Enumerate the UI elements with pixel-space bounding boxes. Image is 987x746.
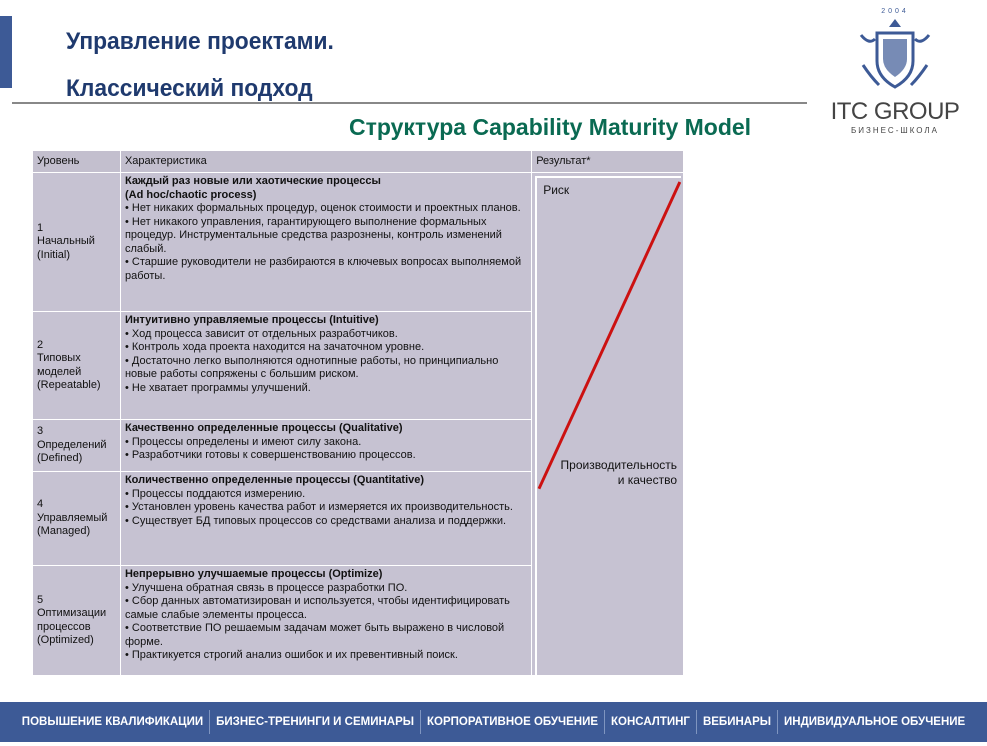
page-title-line2: Классический подход <box>66 75 313 102</box>
logo <box>820 8 970 135</box>
accent-bar <box>0 16 12 88</box>
characteristic-cell: Непрерывно улучшаемые процессы (Optimize) • Улучшена обратная связь в процессе разработки ПО. • Сбор данных автоматизирован и используется, чтобы идентифицировать самые слабые элементы процесса. • Соответствие ПО решаемым задачам может быть выражено в числовой форме. • Практикуется строгий анализ ошибок и их превентивный поиск. <box>120 566 531 676</box>
logo-subtitle: БИЗНЕС-ШКОЛА <box>850 126 939 135</box>
divider <box>12 102 807 104</box>
level-cell: 1 Начальный (Initial) <box>33 173 121 312</box>
level-cell: 4 Управляемый (Managed) <box>33 472 121 566</box>
characteristic-cell: Количественно определенные процессы (Quantitative) • Процессы поддаются измерению. • Установлен уровень качества работ и измеряется их производительность. • Существует БД типовых процессов со средствами анализа и поддержки. <box>120 472 531 566</box>
level-cell: 2 Типовых моделей (Repeatable) <box>33 312 121 420</box>
cmm-table <box>32 150 684 676</box>
footer-link-individual[interactable]: ИНДИВИДУАЛЬНОЕ ОБУЧЕНИЕ <box>784 716 966 728</box>
footer-link-webinars[interactable]: ВЕБИНАРЫ <box>702 716 771 728</box>
footer-nav <box>0 702 987 742</box>
page-title: Управление проектами. <box>66 28 334 55</box>
characteristic-cell: Каждый раз новые или хаотические процессы (Ad hoc/chaotic process) • Нет никаких формальных процедур, оценок стоимости и проектных планов. • Нет никакого управления, гарантирующего выполнение формальных процедур. Инструментальные средства разрознены, контроль изменений слабый. • Старшие руководители не разбираются в ключевых вопросах выполняемой работы. <box>120 173 531 312</box>
footer-link-corporate[interactable]: КОРПОРАТИВНОЕ ОБУЧЕНИЕ <box>427 716 599 728</box>
level-cell: 5 Оптимизации процессов (Optimized) <box>33 566 121 676</box>
table-header <box>33 151 684 173</box>
header-level: Уровень <box>33 151 121 173</box>
table-row <box>33 173 684 312</box>
trend-line <box>537 178 681 675</box>
result-cell <box>532 173 684 676</box>
level-cell: 3 Определений (Defined) <box>33 420 121 472</box>
productivity-label: Производительность и качество <box>560 458 677 487</box>
header-characteristic: Характеристика <box>120 151 531 173</box>
logo-year: 2004 <box>881 8 909 15</box>
logo-name: ITC GROUP <box>830 98 960 125</box>
risk-label: Риск <box>543 183 570 197</box>
footer-link-trainings[interactable]: БИЗНЕС-ТРЕНИНГИ И СЕМИНАРЫ <box>216 716 414 728</box>
header-result: Результат* <box>532 151 684 173</box>
characteristic-cell: Интуитивно управляемые процессы (Intuitive) • Ход процесса зависит от отдельных разработчиков. • Контроль хода проекта находится на зачаточном уровне. • Достаточно легко выполняются однотипные работы, но принципиально новые работы сопряжены с большим риском. • Не хватает программы улучшений. <box>120 312 531 420</box>
footer-link-consulting[interactable]: КОНСАЛТИНГ <box>611 716 690 728</box>
slide-subtitle: Структура Capability Maturity Model <box>349 114 752 140</box>
characteristic-cell: Качественно определенные процессы (Qualitative) • Процессы определены и имеют силу закона. • Разработчики готовы к совершенствованию процессов. <box>120 420 531 472</box>
footer-link-qualification[interactable]: ПОВЫШЕНИЕ КВАЛИФИКАЦИИ <box>21 716 204 728</box>
crest-icon <box>855 15 935 93</box>
